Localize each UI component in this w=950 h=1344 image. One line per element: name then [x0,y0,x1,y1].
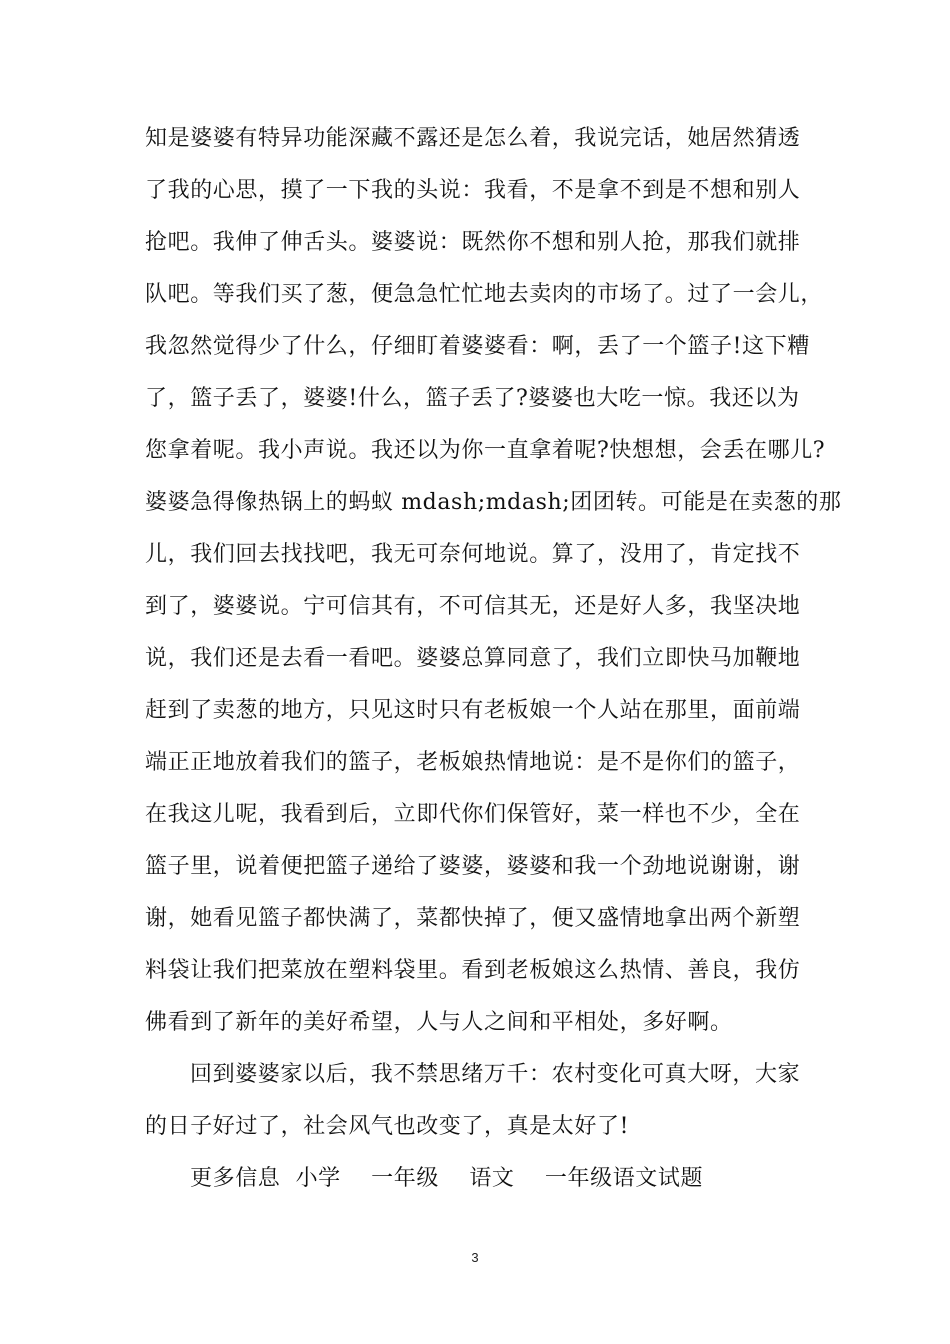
more-info-line: 更多信息 小学 一年级 语文 一年级语文试题 [190,1166,704,1191]
paragraph-line: 篮子里，说着便把篮子递给了婆婆，婆婆和我一个劲地说谢谢，谢 [145,854,801,879]
paragraph-line: 队吧。等我们买了葱，便急急忙忙地去卖肉的市场了。过了一会儿， [145,282,824,307]
paragraph-line: 了，篮子丢了，婆婆!什么，篮子丢了?婆婆也大吃一惊。我还以为 [145,386,800,411]
paragraph-line: 回到婆婆家以后，我不禁思绪万千：农村变化可真大呀，大家 [190,1062,801,1087]
paragraph-line: 料袋让我们把菜放在塑料袋里。看到老板娘这么热情、善良，我仿 [145,958,801,983]
paragraph-line: 到了，婆婆说。宁可信其有，不可信其无，还是好人多，我坚决地 [145,594,801,619]
paragraph-line: 您拿着呢。我小声说。我还以为你一直拿着呢?快想想，会丢在哪儿? [145,438,826,463]
paragraph-line: 了我的心思，摸了一下我的头说：我看，不是拿不到是不想和别人 [145,178,801,203]
paragraph-line: 抢吧。我伸了伸舌头。婆婆说：既然你不想和别人抢，那我们就排 [145,230,801,255]
paragraph-line: 婆婆急得像热锅上的蚂蚁 mdash;mdash;团团转。可能是在卖葱的那 [145,490,842,515]
paragraph-line: 佛看到了新年的美好希望，人与人之间和平相处，多好啊。 [145,1010,733,1035]
paragraph-line: 说，我们还是去看一看吧。婆婆总算同意了，我们立即快马加鞭地 [145,646,801,671]
paragraph-line: 儿，我们回去找找吧，我无可奈何地说。算了，没用了，肯定找不 [145,542,801,567]
page-number: 3 [471,1250,479,1265]
paragraph-line: 我忽然觉得少了什么，仔细盯着婆婆看：啊，丢了一个篮子!这下糟 [145,334,810,359]
paragraph-line: 在我这儿呢，我看到后，立即代你们保管好，菜一样也不少，全在 [145,802,801,827]
paragraph-line: 赶到了卖葱的地方，只见这时只有老板娘一个人站在那里，面前端 [145,698,801,723]
paragraph-line: 谢，她看见篮子都快满了，菜都快掉了，便又盛情地拿出两个新塑 [145,906,801,931]
paragraph-line: 的日子好过了，社会风气也改变了，真是太好了! [145,1114,630,1139]
paragraph-line: 端正正地放着我们的篮子，老板娘热情地说：是不是你们的篮子， [145,750,801,775]
paragraph-line: 知是婆婆有特异功能深藏不露还是怎么着，我说完话，她居然猜透 [145,126,801,151]
